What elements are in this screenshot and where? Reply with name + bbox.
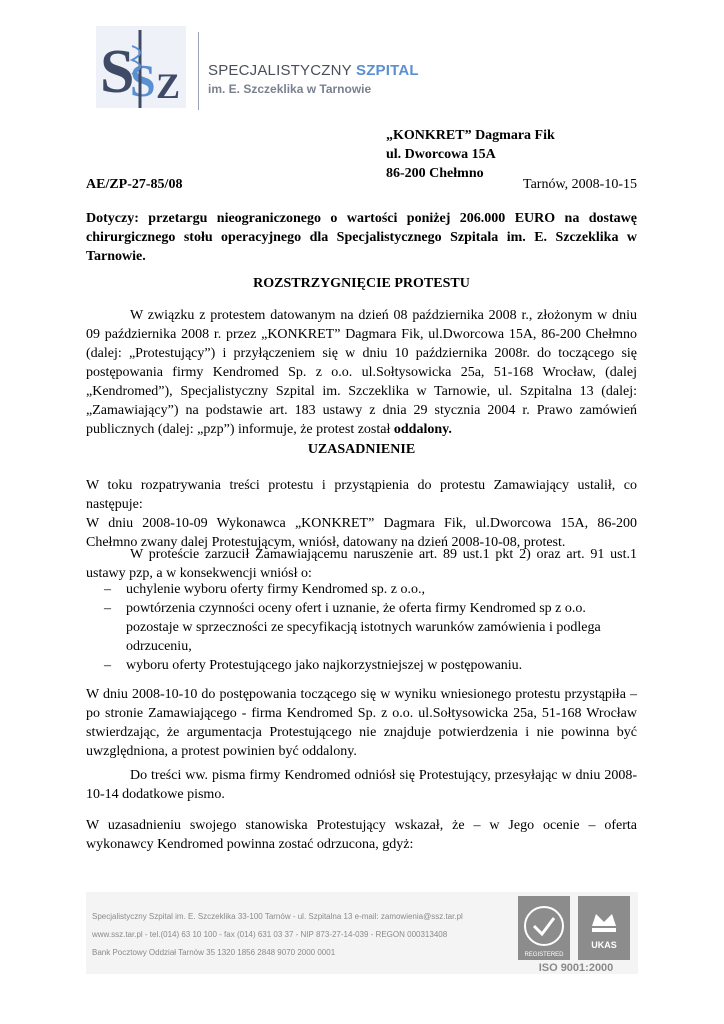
decision-verdict: oddalony. xyxy=(393,422,452,437)
hospital-name-accent: SZPITAL xyxy=(355,62,419,79)
footer-address: Specjalistyczny Szpital im. E. Szczeklika 33-100 Tarnów - ul. Szpitalna 13 e-mail: zamowienia@ssz.tar.pl xyxy=(92,912,463,921)
logo-divider xyxy=(198,32,199,110)
decision-paragraph xyxy=(86,306,637,439)
registered-badge-label: REGISTERED xyxy=(524,952,564,958)
place-date: Tarnów, 2008-10-15 xyxy=(523,177,637,192)
addressee-name: „KONKRET” Dagmara Fik xyxy=(386,128,555,143)
ukas-badge xyxy=(578,896,630,960)
addressee-city: 86-200 Chełmno xyxy=(386,166,484,181)
footer xyxy=(86,892,638,974)
svg-text:Z: Z xyxy=(156,66,181,106)
section-title-justification: UZASADNIENIE xyxy=(307,442,416,457)
justification-p4: W dniu 2008-10-10 do postępowania toczącego się w wyniku wniesionego protestu przystąpiła – po stronie Zamawiającego - firma Kendromed Sp. z o.o. ul.Sołtysowicka 25a, 51-168 Wrocław stwierdzając, że argumentacja Protestującego nie znajduje potwierdzenia i nie powinna być uwzględniona, a protest powinien być oddalony. xyxy=(86,687,637,759)
registered-seal-icon xyxy=(518,896,570,960)
footer-contact: www.ssz.tar.pl - tel.(014) 63 10 100 - fax (014) 631 03 37 - NIP 873-27-14-039 - REGON 000313408 xyxy=(92,930,448,939)
justification-p1: W toku rozpatrywania treści protestu i przystąpienia do protestu Zamawiający ustalił, co następuje: xyxy=(86,478,637,512)
list-item xyxy=(86,599,637,656)
ukas-crown-icon xyxy=(578,896,630,960)
demands-list xyxy=(86,580,637,675)
reference-line xyxy=(86,177,637,193)
svg-text:S: S xyxy=(130,55,156,106)
addressee-block xyxy=(386,126,555,183)
decision-body: W związku z protestem datowanym na dzień 08 października 2008 r., złożonym w dniu 09 października 2008 r. przez „KONKRET” Dagmara Fik, ul.Dworcowa 15A, 86-200 Chełmno (dalej: „Protestujący”) i przyłączeniem się w dniu 10 października 2008r. do toczącego się postępowania firmy Kendromed Sp. z o.o. ul.Sołtysowicka 25a, 51-168 Wrocław, (dalej „Kendromed”), Specjalistyczny Szpital im. Szczeklika w Tarnowie, ul. Szpitalna 13 (dalej: „Zamawiający”) na podstawie art. 183 ustawy z dnia 29 stycznia 2004 r. Prawo zamówień publicznych (dalej: „pzp”) informuje, że protest został xyxy=(86,308,637,437)
footer-bank: Bank Pocztowy Oddział Tarnów 35 1320 1856 2848 9070 2000 0001 xyxy=(92,948,336,957)
svg-text:S: S xyxy=(100,38,135,106)
reference-number: AE/ZP-27-85/08 xyxy=(86,177,183,192)
bullet-dash: – xyxy=(104,658,111,673)
letterhead xyxy=(86,22,566,112)
iso-label: ISO 9001:2000 xyxy=(538,962,614,974)
justification-p6: W uzasadnieniu swojego stanowiska Protestujący wskazał, że – w Jego ocenie – oferta wykonawcy Kendromed powinna zostać odrzucona, gdyż: xyxy=(86,818,637,852)
justification-p2: W dniu 2008-10-09 Wykonawca „KONKRET” Dagmara Fik, ul.Dworcowa 15A, 86-200 Chełmno zwany dalej Protestującym, wniósł, datowany na dzień 2008-10-08, protest. xyxy=(86,516,637,550)
list-item xyxy=(86,580,637,599)
section-title-decision: ROZSTRZYGNIĘCIE PROTESTU xyxy=(253,276,470,291)
hospital-name-main: SPECJALISTYCZNY xyxy=(208,62,352,79)
bullet-dash: – xyxy=(104,582,111,597)
list-item-text: uchylenie wyboru oferty firmy Kendromed sp. z o.o., xyxy=(126,582,425,597)
subject: Dotyczy: przetargu nieograniczonego o wartości poniżej 206.000 EURO na dostawę chirurgicznego stołu operacyjnego dla Specjalistycznego Szpitala im. E. Szczeklika w Tarnowie. xyxy=(86,211,637,264)
certification xyxy=(518,896,634,972)
hospital-name xyxy=(208,62,419,79)
addressee-street: ul. Dworcowa 15A xyxy=(386,147,496,162)
list-item-text: powtórzenia czynności oceny ofert i uznanie, że oferta firmy Kendromed sp z o.o. pozostaje w sprzeczności ze specyfikacją istotnych warunków zamówienia i podlega odrzuceniu, xyxy=(126,601,601,654)
hospital-subtitle: im. E. Szczeklika w Tarnowie xyxy=(208,82,372,96)
bullet-dash: – xyxy=(104,601,111,616)
list-item-text: wyboru oferty Protestującego jako najkorzystniejszej w postępowaniu. xyxy=(126,658,523,673)
hospital-logo-icon xyxy=(86,22,196,112)
ukas-label: UKAS xyxy=(591,940,617,950)
registered-badge xyxy=(518,896,570,960)
list-item xyxy=(86,656,637,675)
justification-p3: W proteście zarzucił Zamawiającemu naruszenie art. 89 ust.1 pkt 2) oraz art. 91 ust.1 ustawy pzp, a w konsekwencji wniósł o: xyxy=(86,547,637,581)
justification-p5: Do treści ww. pisma firmy Kendromed odniósł się Protestujący, przesyłając w dniu 2008-10-14 dodatkowe pismo. xyxy=(86,768,637,802)
